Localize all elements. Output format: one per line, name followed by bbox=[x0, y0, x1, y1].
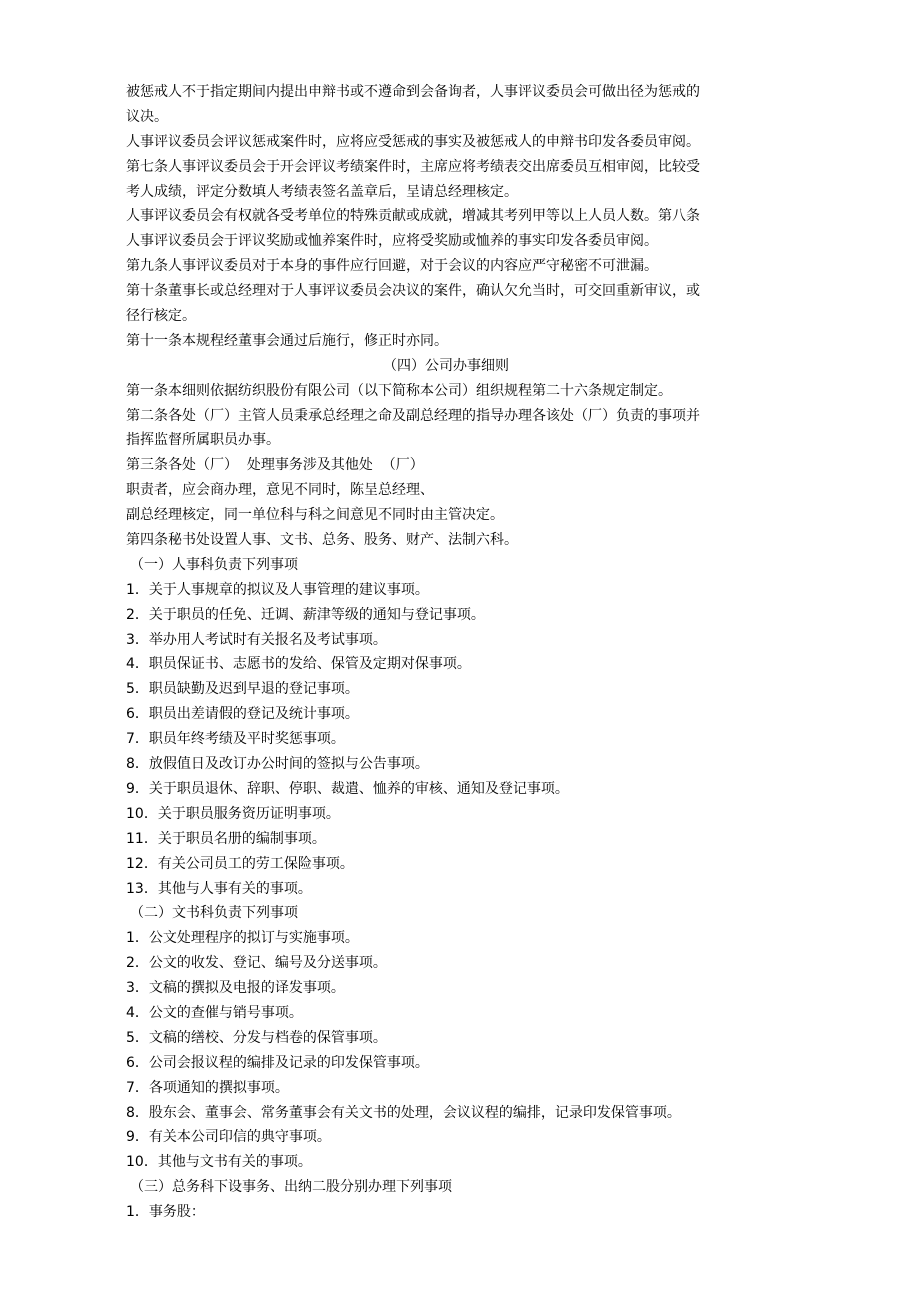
list-item: 9．有关本公司印信的典守事项。 bbox=[126, 1129, 331, 1146]
text-line: 职责者，应会商办理，意见不同时，陈呈总经理、 bbox=[126, 482, 434, 499]
text-line: 径行核定。 bbox=[126, 308, 196, 325]
list-item: 7．职员年终考绩及平时奖惩事项。 bbox=[126, 731, 345, 748]
list-item: 1．公文处理程序的拟订与实施事项。 bbox=[126, 930, 359, 947]
text-line: 人事评议委员会评议惩戒案件时，应将应受惩戒的事实及被惩戒人的申辩书印发各委员审阅。 bbox=[126, 133, 700, 150]
list-item: 8．股东会、董事会、常务董事会有关文书的处理，会议议程的编排，记录印发保管事项。 bbox=[126, 1104, 681, 1121]
list-item: 6．公司会报议程的编排及记录的印发保管事项。 bbox=[126, 1054, 429, 1071]
list-item: 12．有关公司员工的劳工保险事项。 bbox=[126, 855, 354, 872]
text-line: 第一条本细则依据纺织股份有限公司（以下简称本公司）组织规程第二十六条规定制定。 bbox=[126, 382, 672, 399]
list-item: 8．放假值日及改订办公时间的签拟与公告事项。 bbox=[126, 756, 429, 773]
list-item: 1．关于人事规章的拟议及人事管理的建议事项。 bbox=[126, 581, 429, 598]
list-item: 6．职员出差请假的登记及统计事项。 bbox=[126, 706, 359, 723]
list-item: 7．各项通知的撰拟事项。 bbox=[126, 1079, 289, 1096]
text-line: 议决。 bbox=[126, 108, 168, 125]
list-item: 9．关于职员退休、辞职、停职、裁遣、恤养的审核、通知及登记事项。 bbox=[126, 780, 569, 797]
list-item: 11．关于职员名册的编制事项。 bbox=[126, 830, 326, 847]
section-heading: （四）公司办事细则 bbox=[383, 357, 509, 374]
text-line: 考人成绩，评定分数填人考绩表签名盖章后，呈请总经理核定。 bbox=[126, 183, 518, 200]
list-item: 2．公文的收发、登记、编号及分送事项。 bbox=[126, 955, 387, 972]
subsection-heading: （三）总务科下设事务、出纳二股分别办理下列事项 bbox=[130, 1179, 452, 1196]
text-line: 第三条各处（厂） 处理事务涉及其他处 （厂） bbox=[126, 457, 424, 474]
text-line: 副总经理核定，同一单位科与科之间意见不同时由主管决定。 bbox=[126, 507, 504, 524]
list-item: 5．职员缺勤及迟到早退的登记事项。 bbox=[126, 681, 359, 698]
text-line: 指挥监督所属职员办事。 bbox=[126, 432, 280, 449]
list-item: 10．其他与文书有关的事项。 bbox=[126, 1154, 312, 1171]
list-item: 5．文稿的缮校、分发与档卷的保管事项。 bbox=[126, 1029, 387, 1046]
document-page bbox=[126, 80, 766, 1225]
list-item: 4．职员保证书、志愿书的发给、保管及定期对保事项。 bbox=[126, 656, 471, 673]
text-line: 被惩戒人不于指定期间内提出申辩书或不遵命到会备询者，人事评议委员会可做出径为惩戒的 bbox=[126, 84, 700, 100]
list-item: 2．关于职员的任免、迁调、薪津等级的通知与登记事项。 bbox=[126, 606, 485, 623]
list-item: 4．公文的查催与销号事项。 bbox=[126, 1004, 303, 1021]
text-line: 第四条秘书处设置人事、文书、总务、股务、财产、法制六科。 bbox=[126, 532, 518, 549]
subsection-heading: （一）人事科负责下列事项 bbox=[130, 556, 298, 573]
list-item: 3．文稿的撰拟及电报的译发事项。 bbox=[126, 980, 345, 997]
list-item: 3．举办用人考试时有关报名及考试事项。 bbox=[126, 631, 387, 648]
text-line: 第九条人事评议委员对于本身的事件应行回避，对于会议的内容应严守秘密不可泄漏。 bbox=[126, 258, 658, 275]
list-item: 13．其他与人事有关的事项。 bbox=[126, 880, 312, 897]
text-line: 第二条各处（厂）主管人员秉承总经理之命及副总经理的指导办理各该处（厂）负责的事项并 bbox=[126, 407, 700, 424]
subsection-heading: （二）文书科负责下列事项 bbox=[130, 905, 298, 922]
list-item: 1．事务股： bbox=[126, 1204, 205, 1221]
list-item: 10．关于职员服务资历证明事项。 bbox=[126, 805, 340, 822]
text-line: 第七条人事评议委员会于开会评议考绩案件时，主席应将考绩表交出席委员互相审阅，比较受 bbox=[126, 158, 700, 175]
text-line: 人事评议委员会有权就各受考单位的特殊贡献或成就，增减其考列甲等以上人员人数。第八条 bbox=[126, 208, 700, 225]
text-line: 第十条董事长或总经理对于人事评议委员会决议的案件，确认欠允当时，可交回重新审议，或 bbox=[126, 283, 700, 300]
text-line: 第十一条本规程经董事会通过后施行，修正时亦同。 bbox=[126, 332, 448, 349]
text-line: 人事评议委员会于评议奖励或恤养案件时，应将受奖励或恤养的事实印发各委员审阅。 bbox=[126, 233, 658, 250]
